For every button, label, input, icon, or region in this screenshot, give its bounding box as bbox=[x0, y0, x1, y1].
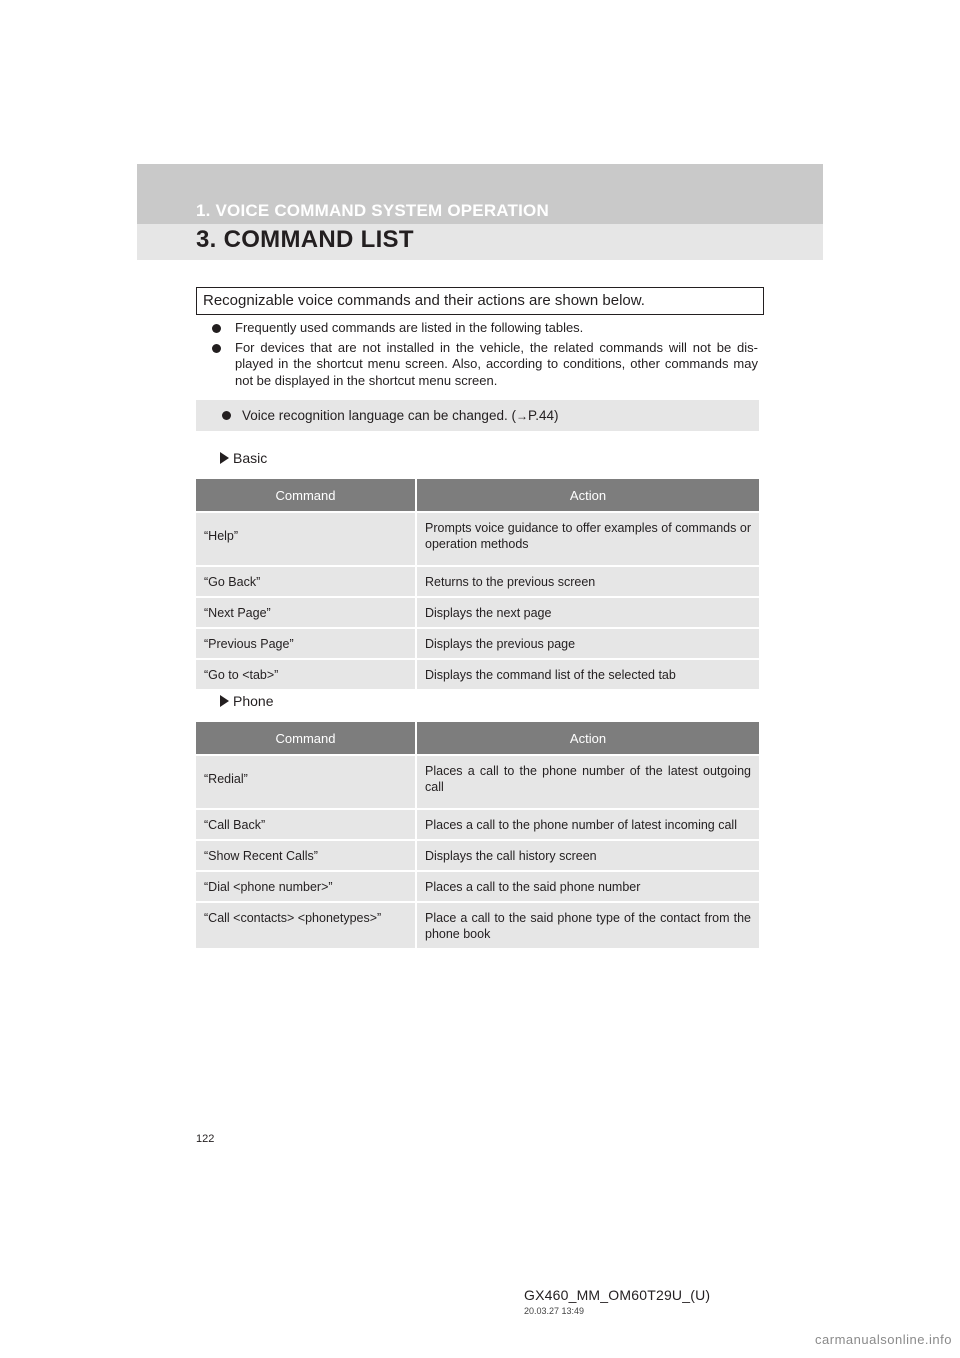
action-cell: Places a call to the said phone number bbox=[416, 871, 759, 902]
action-cell: Returns to the previous screen bbox=[416, 566, 759, 597]
bullet-item bbox=[208, 320, 758, 337]
column-header-command: Command bbox=[196, 479, 416, 512]
action-cell: Displays the call history screen bbox=[416, 840, 759, 871]
table-row bbox=[196, 566, 759, 597]
column-header-action: Action bbox=[416, 722, 759, 755]
note-lead: Voice recognition language can be changed. ( bbox=[242, 408, 516, 423]
column-header-action: Action bbox=[416, 479, 759, 512]
intro-box: Recognizable voice commands and their actions are shown below. bbox=[196, 287, 764, 315]
command-cell: “Previous Page” bbox=[196, 628, 416, 659]
table-row bbox=[196, 809, 759, 840]
command-cell: “Show Recent Calls” bbox=[196, 840, 416, 871]
command-cell: “Go Back” bbox=[196, 566, 416, 597]
bullet-text: For devices that are not installed in the vehicle, the related commands will not be dis-played in the shortcut menu screen. Also, according to conditions, other commands may not be displayed in the shortcut menu screen. bbox=[235, 339, 758, 388]
bullet-list bbox=[208, 320, 758, 392]
action-cell: Displays the next page bbox=[416, 597, 759, 628]
bullet-text: Frequently used commands are listed in the following tables. bbox=[235, 320, 584, 335]
command-cell: “Go to <tab>” bbox=[196, 659, 416, 689]
action-cell: Place a call to the said phone type of the contact from the phone book bbox=[416, 902, 759, 948]
table-row bbox=[196, 628, 759, 659]
basic-command-table bbox=[196, 479, 759, 689]
triangle-right-icon bbox=[220, 452, 229, 464]
command-cell: “Help” bbox=[196, 512, 416, 566]
table-row bbox=[196, 512, 759, 566]
document-timestamp: 20.03.27 13:49 bbox=[524, 1306, 585, 1316]
table-row bbox=[196, 902, 759, 948]
table-header-row bbox=[196, 479, 759, 512]
page-title: 3. COMMAND LIST bbox=[196, 226, 414, 253]
subheading-label: Basic bbox=[233, 450, 268, 466]
column-header-command: Command bbox=[196, 722, 416, 755]
bullet-item bbox=[208, 340, 758, 390]
note-box bbox=[196, 400, 759, 431]
table-row bbox=[196, 871, 759, 902]
page-number: 122 bbox=[196, 1133, 215, 1145]
bullet-icon bbox=[212, 324, 221, 333]
action-cell: Prompts voice guidance to offer examples of commands or operation methods bbox=[416, 512, 759, 566]
subheading-label: Phone bbox=[233, 693, 274, 709]
note-text bbox=[242, 400, 559, 432]
command-cell: “Dial <phone number>” bbox=[196, 871, 416, 902]
subheading-phone bbox=[220, 693, 273, 709]
triangle-right-icon bbox=[220, 695, 229, 707]
watermark: carmanualsonline.info bbox=[815, 1332, 952, 1347]
table-row bbox=[196, 840, 759, 871]
subheading-basic bbox=[220, 450, 267, 466]
command-cell: “Redial” bbox=[196, 755, 416, 809]
page-reference-link[interactable]: P.44) bbox=[527, 408, 559, 423]
document-code: GX460_MM_OM60T29U_(U) bbox=[524, 1287, 711, 1303]
command-cell: “Call Back” bbox=[196, 809, 416, 840]
table-row bbox=[196, 597, 759, 628]
action-cell: Displays the previous page bbox=[416, 628, 759, 659]
action-cell: Displays the command list of the selected tab bbox=[416, 659, 759, 689]
table-row bbox=[196, 755, 759, 809]
bullet-icon bbox=[222, 411, 231, 420]
command-cell: “Next Page” bbox=[196, 597, 416, 628]
section-title: 1. VOICE COMMAND SYSTEM OPERATION bbox=[196, 201, 549, 220]
table-header-row bbox=[196, 722, 759, 755]
bullet-icon bbox=[212, 344, 221, 353]
action-cell: Places a call to the phone number of the latest outgoing call bbox=[416, 755, 759, 809]
arrow-right-icon: → bbox=[515, 409, 528, 423]
table-row bbox=[196, 659, 759, 689]
command-cell: “Call <contacts> <phonetypes>” bbox=[196, 902, 416, 948]
phone-command-table bbox=[196, 722, 759, 948]
action-cell: Places a call to the phone number of latest incoming call bbox=[416, 809, 759, 840]
